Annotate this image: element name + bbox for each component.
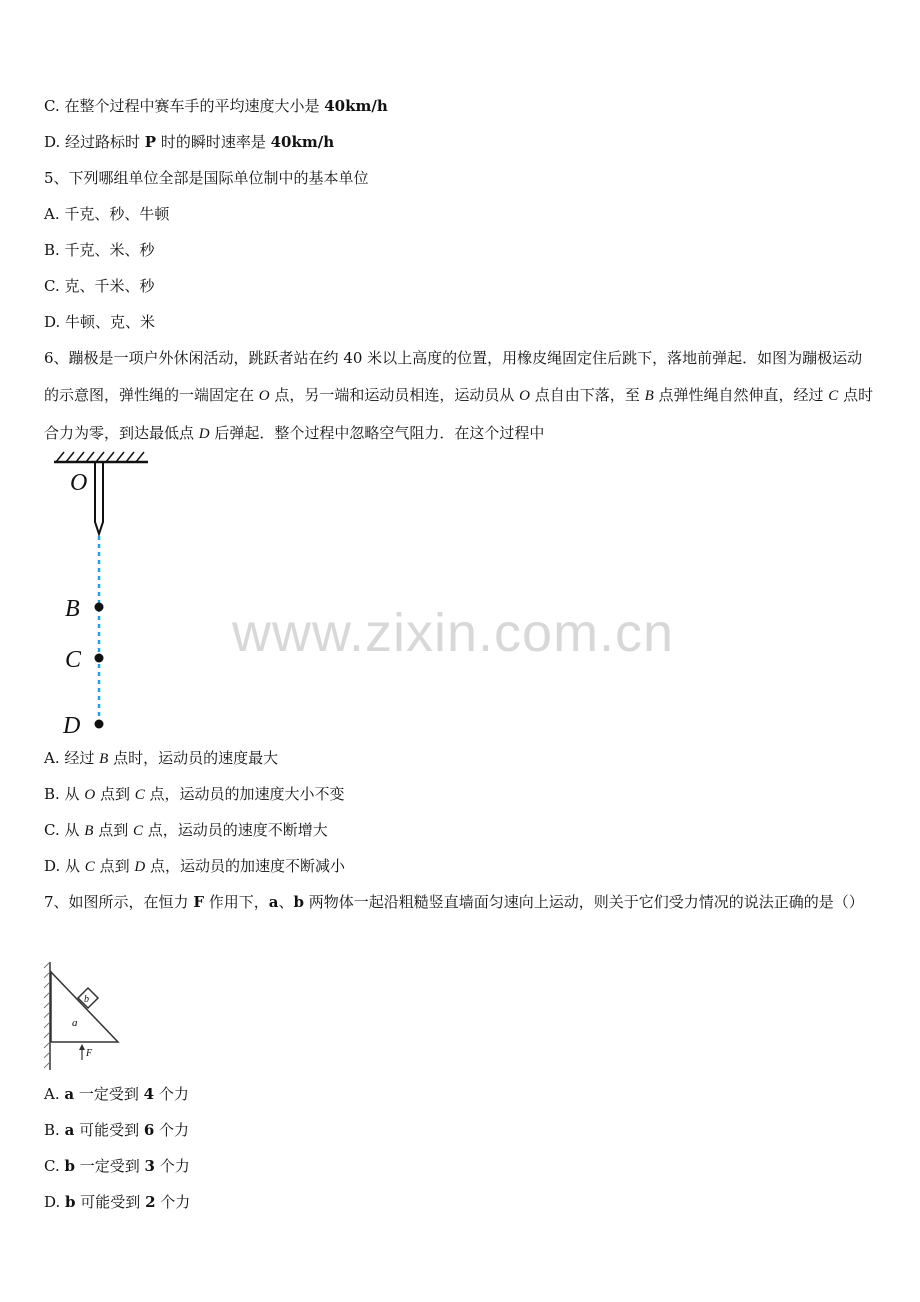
q6-option-d: D. 从 C 点到 D 点，运动员的加速度不断减小 xyxy=(44,857,345,875)
wedge-diagram xyxy=(42,960,122,1072)
q6-option-a: A. 经过 B 点时，运动员的速度最大 xyxy=(44,749,279,767)
force-arrowhead xyxy=(79,1044,85,1050)
q4-option-d: D. 经过路标时 P 时的瞬时速率是 40km/h xyxy=(44,133,335,151)
q5-option-d: D. 牛顿、克、米 xyxy=(44,313,156,331)
q7-option-b: B. a 可能受到 6 个力 xyxy=(44,1121,190,1139)
q6-option-b: B. 从 O 点到 C 点，运动员的加速度大小不变 xyxy=(44,785,345,803)
q5-option-b: B. 千克、米、秒 xyxy=(44,241,155,259)
q5-stem: 5、下列哪组单位全部是国际单位制中的基本单位 xyxy=(44,169,369,187)
q5-option-a: A. 千克、秒、牛顿 xyxy=(44,205,170,223)
label-b-block: b xyxy=(84,994,89,1005)
bungee-diagram xyxy=(50,450,170,740)
q7-stem: 7、如图所示，在恒力 F 作用下，a、b 两物体一起沿粗糙竖直墙面匀速向上运动，则关于它们受力情况的说法正确的是（） xyxy=(44,893,864,911)
label-f: F xyxy=(86,1048,93,1059)
block-a xyxy=(51,972,118,1042)
q4-option-c: C. 在整个过程中赛车手的平均速度大小是 40km/h xyxy=(44,97,388,115)
label-c: C xyxy=(65,647,82,673)
watermark: www.zixin.com.cn xyxy=(232,603,675,663)
label-b: B xyxy=(65,596,80,622)
q7-option-a: A. a 一定受到 4 个力 xyxy=(44,1085,189,1103)
q5-option-c: C. 克、千米、秒 xyxy=(44,277,155,295)
label-d: D xyxy=(63,713,81,739)
label-o: O xyxy=(70,470,88,496)
wall-hatching xyxy=(44,962,50,1068)
point-b-dot xyxy=(95,603,104,612)
q7-option-c: C. b 一定受到 3 个力 xyxy=(44,1157,190,1175)
rope-anchor xyxy=(95,462,103,534)
q6-stem: 6、蹦极是一项户外休闲活动，跳跃者站在约 40 米以上高度的位置，用橡皮绳固定住后跳下，落地前弹起．如图为蹦极运动的示意图，弹性绳的一端固定在 O 点，另一端和运动员相连，运动员从 O 点自由下落，至 B 点弹性绳自然伸直，经过 C 点时合力为零，到达最低点 D 后弹起．整个过程中忽略空气阻力．在这个过程中 xyxy=(44,349,874,442)
ceiling-hatching xyxy=(56,452,144,462)
point-c-dot xyxy=(95,654,104,663)
q7-option-d: D. b 可能受到 2 个力 xyxy=(44,1193,191,1211)
q6-option-c: C. 从 B 点到 C 点，运动员的速度不断增大 xyxy=(44,821,328,839)
point-d-dot xyxy=(95,720,104,729)
label-a-block: a xyxy=(72,1017,78,1029)
